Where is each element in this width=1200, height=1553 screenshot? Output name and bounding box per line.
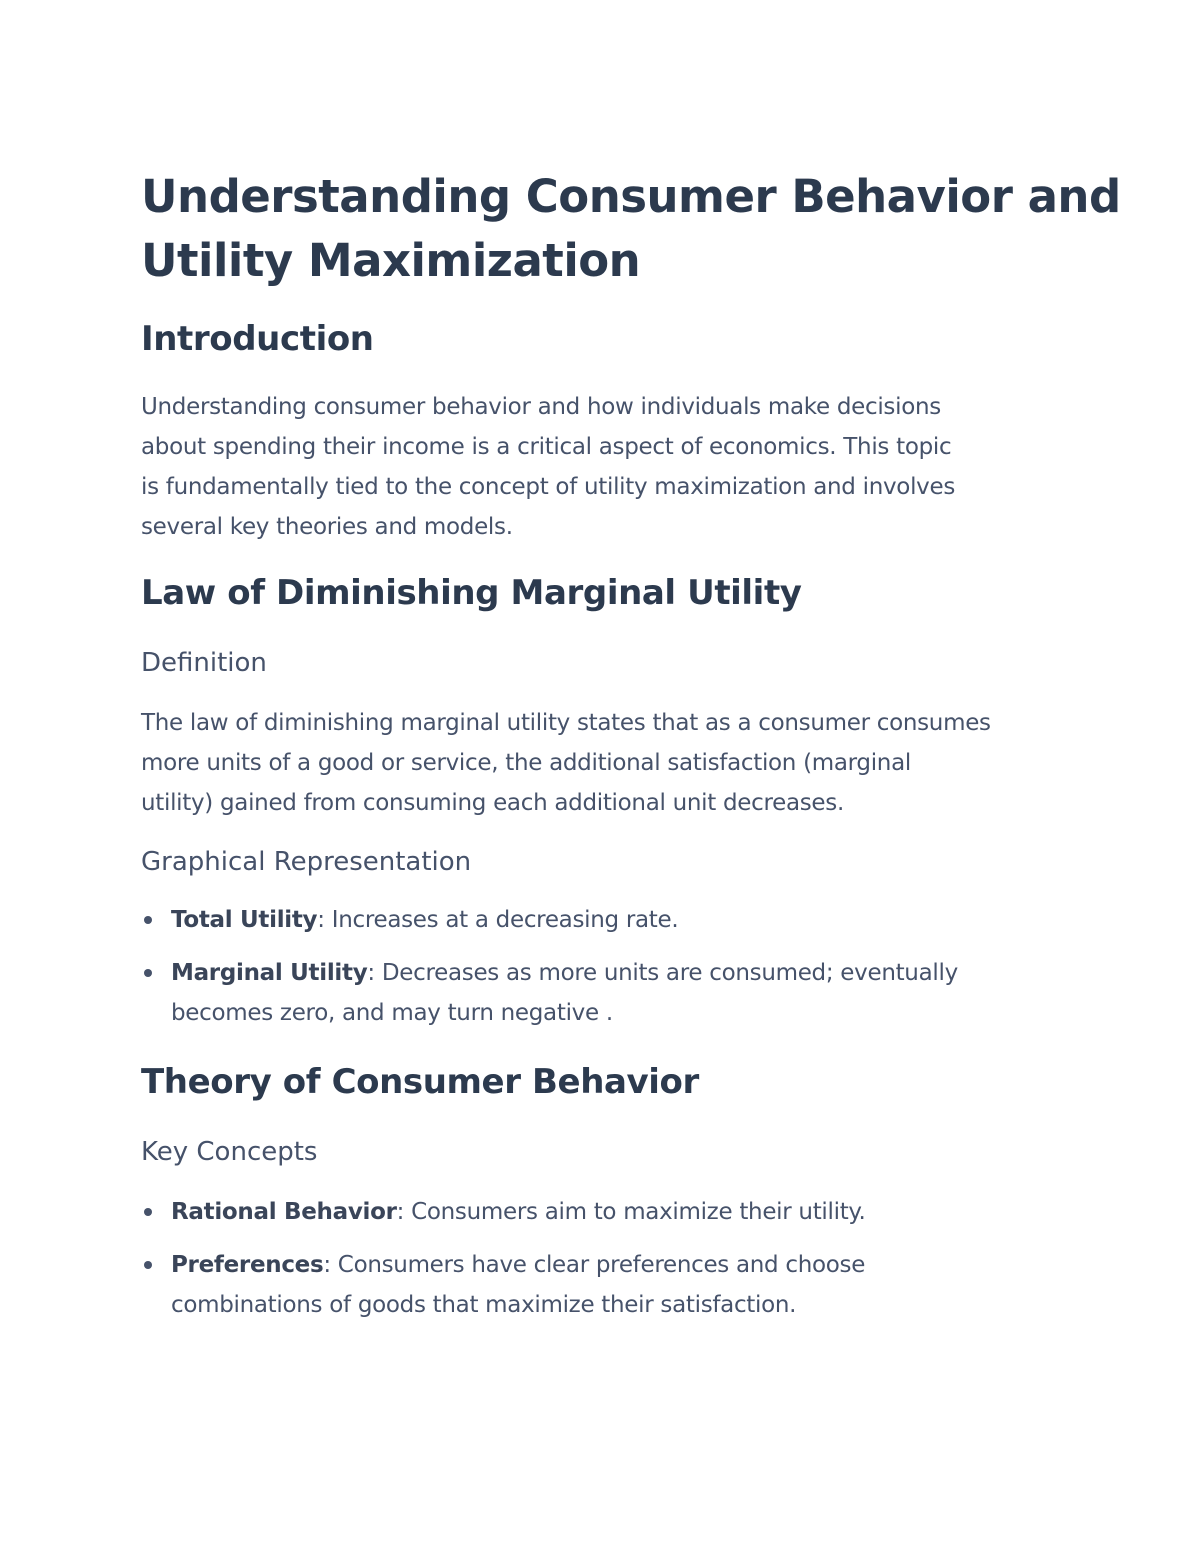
document-title [141, 165, 1121, 293]
paragraph-line: The law of diminishing marginal utility states that as a consumer consumes [141, 710, 991, 736]
term-total-utility: Total Utility [171, 907, 318, 933]
bullet-icon [144, 969, 152, 977]
paragraph-line: is fundamentally tied to the concept of utility maximization and involves [141, 474, 956, 500]
document-title-line-2: Utility Maximization [141, 234, 641, 287]
law-of-diminishing-marginal-utility-heading: Law of Diminishing Marginal Utility [141, 573, 802, 613]
introduction-paragraph [141, 387, 955, 547]
list-item [141, 1245, 865, 1325]
graphical-representation-subheading: Graphical Representation [141, 847, 472, 877]
bullet-icon [144, 1208, 152, 1216]
theory-of-consumer-behavior-heading: Theory of Consumer Behavior [141, 1062, 699, 1102]
item-text: : Consumers have clear preferences and choose [323, 1252, 866, 1278]
item-text-continued: combinations of goods that maximize their satisfaction. [171, 1292, 797, 1318]
definition-paragraph [141, 703, 991, 823]
term-preferences: Preferences [171, 1252, 324, 1278]
bullet-icon [144, 916, 152, 924]
list-item [141, 953, 958, 1033]
document-title-line-1: Understanding Consumer Behavior and [141, 170, 1121, 223]
list-item [141, 900, 958, 940]
graphical-representation-list [141, 900, 958, 1046]
term-rational-behavior: Rational Behavior [171, 1199, 397, 1225]
paragraph-line: Understanding consumer behavior and how individuals make decisions [141, 394, 941, 420]
paragraph-line: several key theories and models. [141, 514, 513, 540]
paragraph-line: utility) gained from consuming each additional unit decreases. [141, 790, 844, 816]
list-item [141, 1192, 865, 1232]
introduction-heading: Introduction [141, 319, 374, 359]
key-concepts-list [141, 1192, 865, 1338]
definition-subheading: Definition [141, 648, 267, 678]
key-concepts-subheading: Key Concepts [141, 1137, 318, 1167]
item-text-continued: becomes zero, and may turn negative . [171, 1000, 613, 1026]
term-marginal-utility: Marginal Utility [171, 960, 368, 986]
item-text: : Consumers aim to maximize their utility. [396, 1199, 866, 1225]
paragraph-line: about spending their income is a critical aspect of economics. This topic [141, 434, 952, 460]
paragraph-line: more units of a good or service, the additional satisfaction (marginal [141, 750, 911, 776]
item-text: : Increases at a decreasing rate. [317, 907, 679, 933]
bullet-icon [144, 1261, 152, 1269]
item-text: : Decreases as more units are consumed; eventually [367, 960, 958, 986]
